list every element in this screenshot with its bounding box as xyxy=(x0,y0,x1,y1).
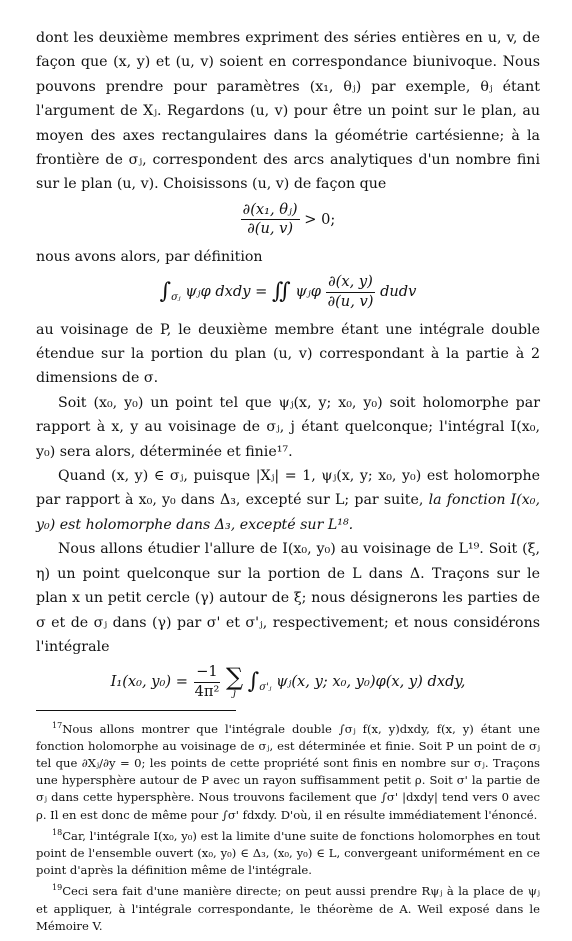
footnote-17-text: Nous allons montrer que l'intégrale double ∫σⱼ f(x, y)dxdy, f(x, y) étant une fonction holomorphe au voisinage de σⱼ, est déterminée et finie. Soit P un point de σⱼ tel que ∂Xⱼ/∂y = 0; les points de cette propriété sont finis en nombre sur σⱼ. Traçons une hypersphère autour de P avec un rayon suffisamment petit ρ. Soit σ' la partie de σⱼ dans cette hypersphère. Nous trouvons facilement que ∫σ' |dxdy| tend vers 0 avec ρ. Il en est donc de même pour ∫σ' fdxdy. D'où, il en résulte immédiatement l'énoncé. xyxy=(36,721,540,822)
integral-lhs: ψⱼφ dxdy = xyxy=(185,283,268,301)
integrand-prefix: ψⱼφ xyxy=(295,283,321,301)
paragraph-3: au voisinage de P, le deuxième membre étant une intégrale double étendue sur la portion du plan (u, v) correspondant à la partie à 2 dimensions de σ. xyxy=(36,321,540,387)
jacobian-numerator: ∂(x₁, θⱼ) xyxy=(241,203,300,221)
footnote-19 xyxy=(36,879,540,935)
footnote-19-marker: 19 xyxy=(52,883,63,893)
equation-integral xyxy=(36,275,540,309)
paragraph-5-emphasis: la fonction I(x₀, y₀) est holomorphe dans Δ₃, excepté sur L¹⁸. xyxy=(36,492,540,533)
main-text xyxy=(36,26,540,700)
i1-fraction xyxy=(193,665,222,699)
i1-rhs: ψⱼ(x, y; x₀, y₀)φ(x, y) dxdy, xyxy=(276,673,466,691)
integral-subscript: σⱼ xyxy=(171,292,181,304)
double-integral-sign: ∬ xyxy=(272,279,291,305)
footnotes xyxy=(36,717,540,935)
i1-denominator: 4π² xyxy=(194,682,220,700)
integral-numerator: ∂(x, y) xyxy=(326,275,375,293)
jacobian-rhs: > 0; xyxy=(304,210,336,228)
paragraph-4: Soit (x₀, y₀) un point tel que ψⱼ(x, y; x₀, y₀) soit holomorphe par rapport à x, y au voisinage de σⱼ, j étant quelconque; l'intégral I(x₀, y₀) sera alors, déterminée et finie¹⁷. xyxy=(36,394,540,460)
paragraph-1: dont les deuxième membres expriment des séries entières en u, v, de façon que (x, y) et (u, v) soient en correspondance biunivoque. Nous pouvons prendre pour paramètres (x₁, θⱼ) par exemple, θⱼ étant l'argument de Xⱼ. Regardons (u, v) pour être un point sur le plan, au moyen des axes rectangulaires dans la géométrie cartésienne; à la frontière de σⱼ, correspondent des arcs analytiques d'un nombre fini sur le plan (u, v). Choisissons (u, v) de façon que xyxy=(36,30,540,193)
footnote-17-marker: 17 xyxy=(52,720,63,730)
i1-numerator: −1 xyxy=(194,665,220,683)
sum-subscript: j xyxy=(232,688,237,700)
integral-denominator: ∂(u, v) xyxy=(327,293,374,311)
integral-fraction xyxy=(326,275,376,309)
i1-lhs: I₁(x₀, y₀) = xyxy=(110,673,188,691)
jacobian-denominator: ∂(u, v) xyxy=(247,220,294,238)
paragraph-5-start: Quand (x, y) ∈ σⱼ, puisque |Xⱼ| = 1, ψⱼ(x, y; x₀, y₀) est holomorphe par rapport à x₀, y₀ dans Δ₃, excepté sur L; par suite, xyxy=(36,468,540,509)
paragraph-2: nous avons alors, par définition xyxy=(36,249,263,266)
integral-sign: ∫ xyxy=(159,279,172,305)
integral-rhs: dudv xyxy=(380,283,417,301)
paragraph-5 xyxy=(36,464,540,537)
equation-jacobian xyxy=(36,200,540,238)
footnote-18 xyxy=(36,824,540,880)
footnote-17 xyxy=(36,717,540,824)
footnote-divider xyxy=(36,710,236,711)
footnote-19-text: Ceci sera fait d'une manière directe; on peut aussi prendre Rψⱼ à la place de ψⱼ et appliquer, à l'intégrale correspondante, le théorème de A. Weil exposé dans le Mémoire V. xyxy=(36,884,540,933)
sum-sign: ∑ j xyxy=(225,663,244,700)
equation-i1 xyxy=(36,665,540,699)
footnote-18-marker: 18 xyxy=(52,827,63,837)
paragraph-6: Nous allons étudier l'allure de I(x₀, y₀) au voisinage de L¹⁹. Soit (ξ, η) un point quelconque sur la portion de L dans Δ. Traçons sur le plan x un petit cercle (γ) autour de ξ; nous désignerons les parties de σ et de σⱼ dans (γ) par σ' et σ'ⱼ, respectivement; et nous considérons l'intégrale xyxy=(36,541,540,655)
footnote-18-text: Car, l'intégrale I(x₀, y₀) est la limite d'une suite de fonctions holomorphes en tout point de l'ensemble ouvert (x₀, y₀) ∈ Δ₃, (x₀, y₀) ∈ L, convergeant uniformément en ce point d'après la définition même de l'intégrale. xyxy=(36,828,540,878)
jacobian-fraction xyxy=(241,200,300,238)
i1-integral-sign: ∫ xyxy=(247,669,260,695)
i1-integral-subscript: σ'ⱼ xyxy=(259,682,272,694)
